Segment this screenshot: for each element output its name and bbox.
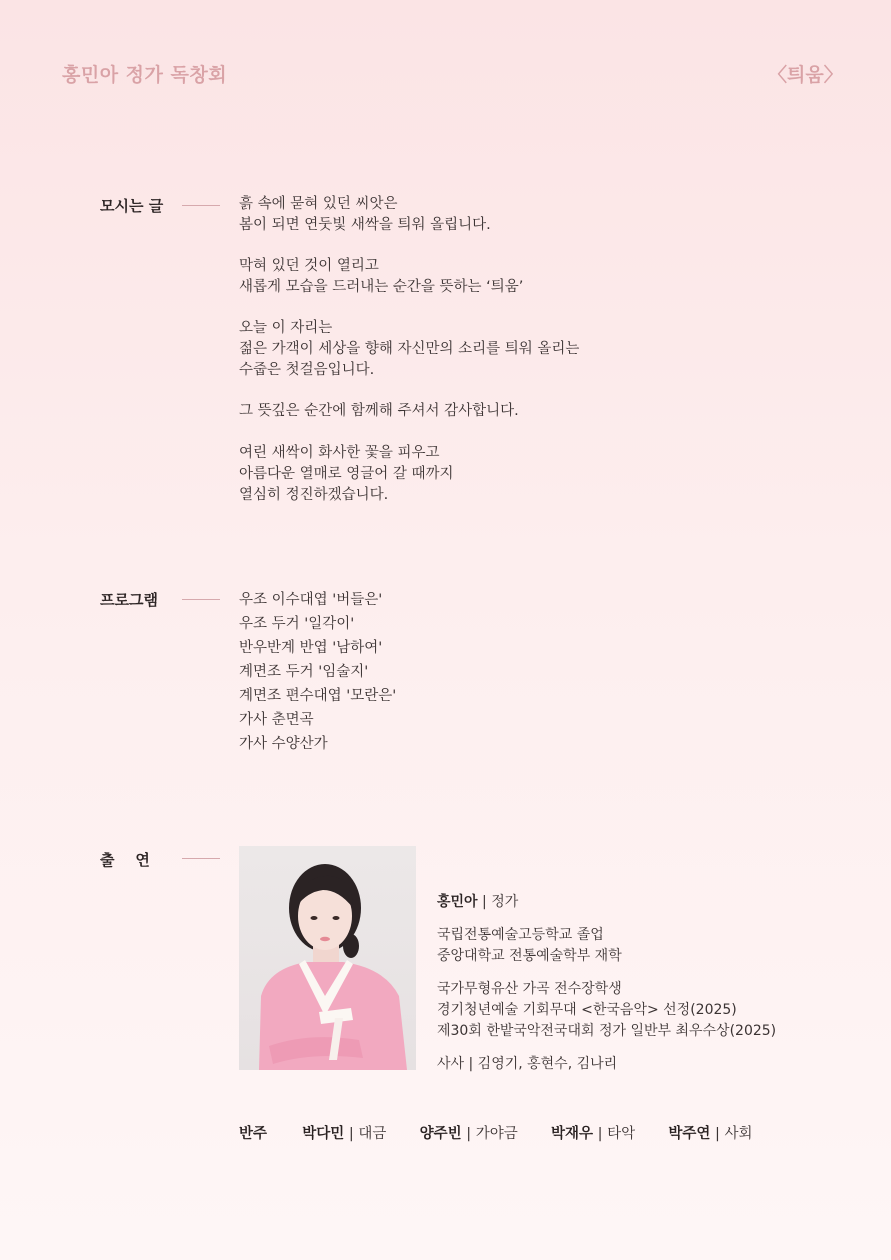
greeting-line: 수줍은 첫걸음입니다. [239,362,375,378]
greeting-line: 봄이 되면 연둣빛 새싹을 틔워 올립니다. [239,217,491,233]
education-line: 중앙대학교 전통예술학부 재학 [437,948,622,964]
greeting-paragraph-1 [239,194,491,236]
program-item: 우조 이수대엽 '버들은' [239,592,383,608]
player-instrument: | 대금 [348,1126,387,1142]
greeting-line: 흙 속에 묻혀 있던 씨앗은 [239,196,398,212]
greeting-line: 여린 새싹이 화사한 꽃을 피우고 [239,445,440,461]
greeting-line: 막혀 있던 것이 열리고 [239,258,379,274]
program-label: 프로그램 [100,591,158,609]
performer-info [437,892,776,1075]
program-list [239,588,396,756]
greeting-paragraph-5 [239,443,454,506]
greeting-paragraph-4 [239,401,519,422]
player-instrument: | 사회 [715,1126,753,1142]
performer-heading [437,892,776,913]
program-divider [182,599,220,600]
performer-education [437,925,776,967]
performer-label: 출 연 [100,851,150,869]
greeting-line: 그 뜻깊은 순간에 함께해 주셔서 감사합니다. [239,403,519,419]
concert-subtitle: 〈틔움〉 [768,64,843,86]
accompaniment-row [239,1122,753,1143]
performer-teachers: 사사 | 김영기, 홍현수, 김나리 [437,1056,618,1072]
greeting-divider [182,205,220,206]
portrait-illustration [239,846,416,1070]
player-name: 박주연 [668,1126,711,1142]
player-name: 양주빈 [419,1126,462,1142]
greeting-line: 아름다운 열매로 영글어 갈 때까지 [239,466,454,482]
education-line: 국립전통예술고등학교 졸업 [437,927,604,943]
greeting-line: 열심히 정진하겠습니다. [239,487,389,503]
performer-photo [239,846,416,1070]
award-line: 국가무형유산 가곡 전수장학생 [437,981,622,997]
performer-role: | 정가 [482,894,519,910]
concert-title: 홍민아 정가 독창회 [62,64,228,86]
program-item: 반우반계 반엽 '남하여' [239,640,383,656]
performer-divider [182,858,220,859]
program-item: 우조 두거 '일각이' [239,616,355,632]
program-item: 가사 춘면곡 [239,712,314,728]
player-name: 박재우 [550,1126,594,1142]
program-item: 가사 수양산가 [239,736,328,752]
player-name: 박다민 [302,1126,345,1142]
player-instrument: | 타악 [597,1126,636,1142]
program-item: 계면조 편수대엽 '모란은' [239,688,397,704]
greeting-label: 모시는 글 [100,197,164,215]
player-instrument: | 가야금 [466,1126,518,1142]
greeting-line: 젊은 가객이 세상을 향해 자신만의 소리를 틔워 올리는 [239,341,580,357]
program-item: 계면조 두거 '임술지' [239,664,369,680]
greeting-line: 새롭게 모습을 드러내는 순간을 뜻하는 ‘틔움’ [239,279,524,295]
greeting-paragraph-3 [239,318,579,381]
greeting-line: 오늘 이 자리는 [239,320,333,336]
greeting-paragraph-2 [239,256,523,298]
performer-name: 홍민아 [437,894,478,910]
award-line: 제30회 한밭국악전국대회 정가 일반부 최우수상(2025) [437,1023,777,1039]
accompaniment-label: 반주 [239,1126,268,1142]
award-line: 경기청년예술 기회무대 <한국음악> 선정(2025) [437,1002,737,1018]
performer-awards [437,979,776,1042]
